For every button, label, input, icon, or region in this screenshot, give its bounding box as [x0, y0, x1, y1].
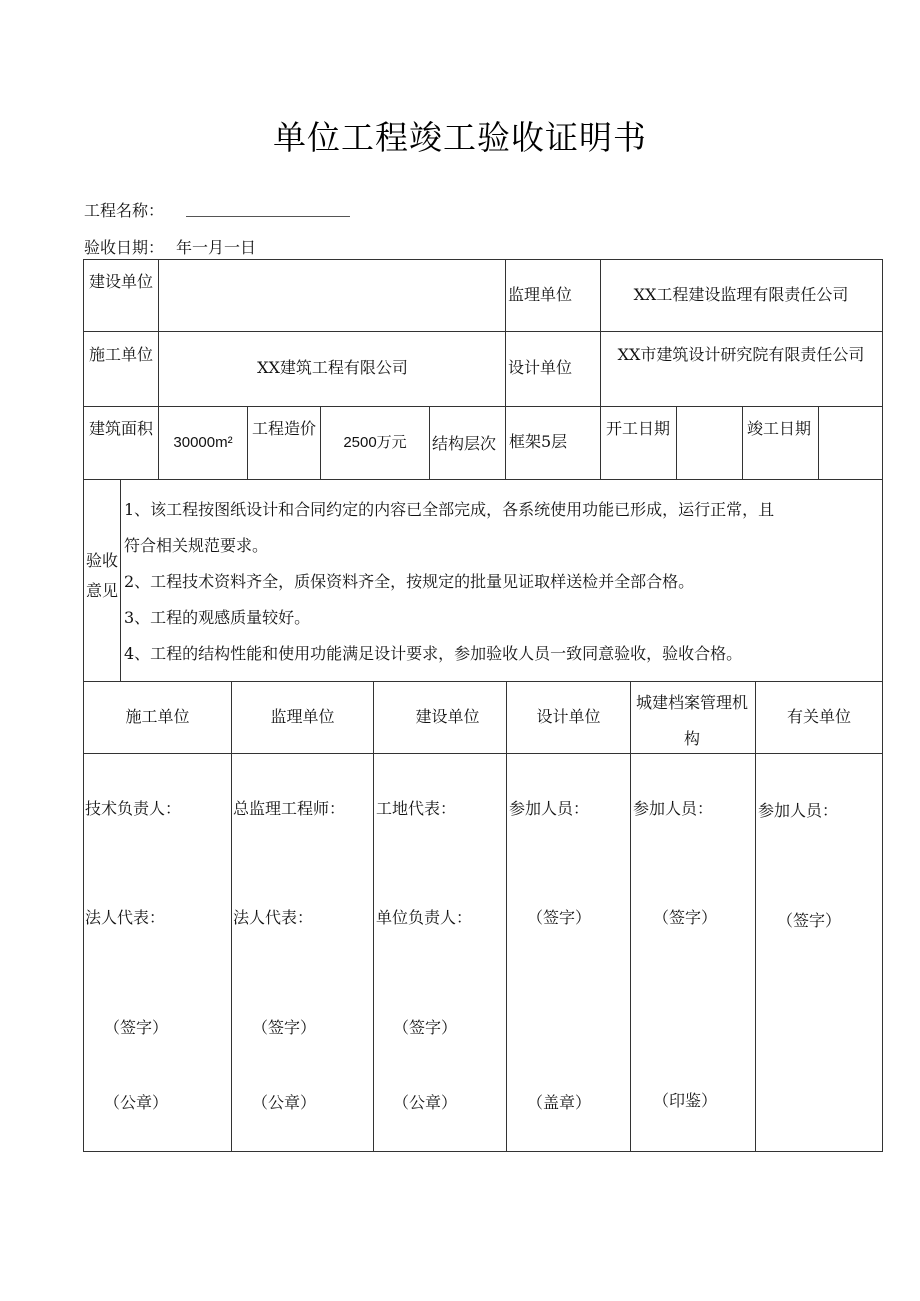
table-border: [247, 406, 248, 479]
acceptance-date-label: 验收日期：: [84, 238, 165, 257]
supervision-legal-rep-label: 法人代表：: [233, 908, 314, 927]
area-label: 建筑面积: [88, 419, 153, 438]
cost-label: 工程造价: [251, 419, 316, 438]
contractor-tech-lead-label: 技术负责人：: [85, 799, 182, 818]
table-border: [158, 259, 159, 479]
table-border: [83, 479, 883, 480]
table-border: [505, 259, 506, 479]
opinion-item: 符合相关规范要求。: [124, 536, 269, 555]
table-border: [755, 681, 756, 1152]
party-header-related: 有关单位: [786, 707, 851, 726]
contractor-label: 施工单位: [88, 345, 153, 364]
opinion-item: 3、工程的观感质量较好。: [124, 608, 311, 627]
supervision-unit-label: 监理单位: [508, 285, 573, 304]
design-unit-label: 设计单位: [508, 358, 573, 377]
contractor-legal-rep-label: 法人代表：: [85, 908, 166, 927]
related-sign-label: （签字）: [777, 911, 842, 930]
opinion-label: 验收意见: [85, 551, 118, 600]
construction-site-rep-label: 工地代表：: [376, 799, 457, 818]
archives-sign-label: （签字）: [653, 908, 718, 927]
table-border: [120, 479, 121, 681]
table-border: [83, 1151, 883, 1152]
table-border: [83, 331, 883, 332]
party-header-design: 设计单位: [536, 707, 601, 726]
project-name-label: 工程名称：: [84, 201, 165, 220]
construction-seal-label: （公章）: [393, 1093, 458, 1112]
opinion-item: 4、工程的结构性能和使用功能满足设计要求，参加验收人员一致同意验收，验收合格。: [124, 644, 743, 663]
party-header-supervision: 监理单位: [270, 707, 335, 726]
supervision-unit-value: XX工程建设监理有限责任公司: [633, 285, 849, 304]
table-border: [231, 681, 232, 1152]
acceptance-date-value: 年一月一日: [176, 238, 257, 257]
cost-value: 2500万元: [343, 434, 407, 451]
party-header-construction: 建设单位: [415, 707, 480, 726]
table-border: [373, 681, 374, 1152]
table-border: [676, 406, 677, 479]
finish-date-label: 竣工日期: [746, 419, 811, 438]
structure-value: 框架5层: [509, 432, 568, 451]
table-border: [600, 259, 601, 479]
party-header-archives: 城建档案管理机构: [636, 693, 749, 748]
design-unit-value: XX市建筑设计研究院有限责任公司: [617, 345, 865, 364]
construction-unit-label: 建设单位: [88, 272, 153, 291]
table-border: [83, 259, 883, 260]
table-border: [83, 406, 883, 407]
table-border: [506, 681, 507, 1152]
related-participants-label: 参加人员：: [758, 801, 839, 820]
contractor-seal-label: （公章）: [104, 1093, 169, 1112]
archives-seal-label: （印鉴）: [653, 1091, 718, 1110]
contractor-value: XX建筑工程有限公司: [257, 358, 408, 377]
area-value: 30000m²: [173, 434, 233, 451]
contractor-sign-label: （签字）: [104, 1018, 169, 1037]
supervision-chief-engineer-label: 总监理工程师：: [233, 799, 346, 818]
supervision-seal-label: （公章）: [252, 1093, 317, 1112]
party-header-contractor: 施工单位: [125, 707, 190, 726]
start-date-label: 开工日期: [605, 419, 670, 438]
project-name-field[interactable]: [186, 216, 350, 217]
opinion-item: 1、该工程按图纸设计和合同约定的内容已全部完成，各系统使用功能已形成，运行正常，且: [124, 500, 775, 519]
archives-participants-label: 参加人员：: [633, 799, 714, 818]
table-border: [83, 753, 883, 754]
design-participants-label: 参加人员：: [509, 799, 590, 818]
supervision-sign-label: （签字）: [252, 1018, 317, 1037]
table-border: [882, 259, 883, 1152]
table-border: [83, 681, 883, 682]
opinion-item: 2、工程技术资料齐全，质保资料齐全，按规定的批量见证取样送检并全部合格。: [124, 572, 695, 591]
design-seal-label: （盖章）: [527, 1093, 592, 1112]
page-title: 单位工程竣工验收证明书: [273, 118, 647, 157]
design-sign-label: （签字）: [527, 908, 592, 927]
table-border: [630, 681, 631, 1152]
table-border: [742, 406, 743, 479]
structure-label: 结构层次: [432, 434, 497, 453]
table-border: [320, 406, 321, 479]
construction-sign-label: （签字）: [393, 1018, 458, 1037]
opinion-list: [124, 492, 880, 672]
construction-unit-head-label: 单位负责人：: [376, 908, 473, 927]
table-border: [818, 406, 819, 479]
table-border: [429, 406, 430, 479]
